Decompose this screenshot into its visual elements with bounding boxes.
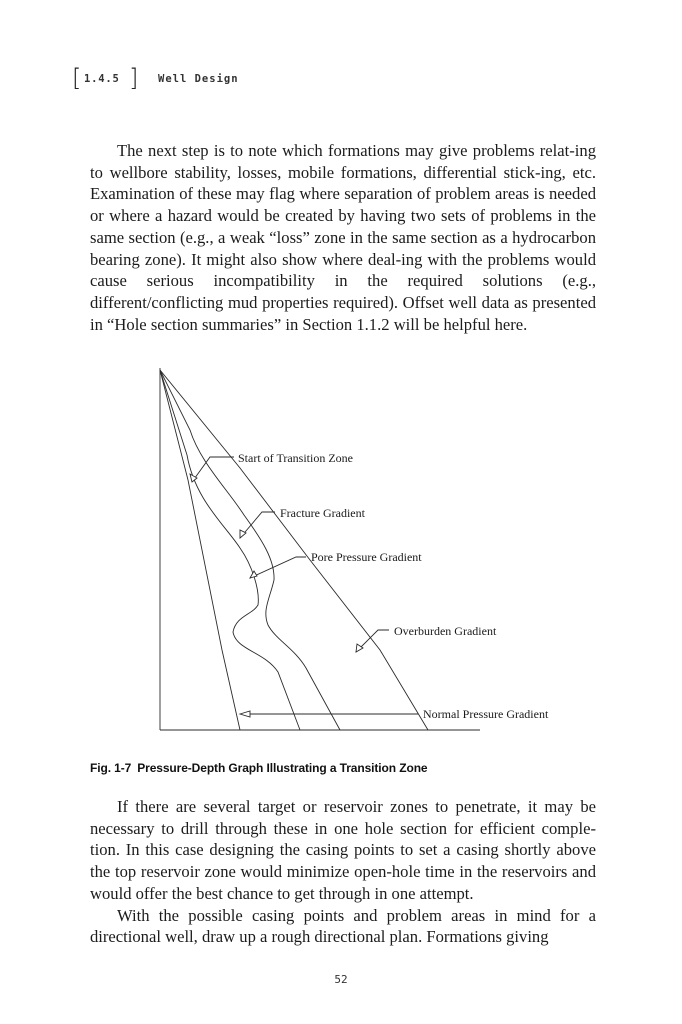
label-fracture-gradient: Fracture Gradient [280,506,365,520]
paragraph: With the possible casing points and problem areas in mind for a directional well, draw up a rough directional plan. Formations giving [90,905,596,947]
pore-pressure-gradient-line [160,370,300,730]
fracture-gradient-line [160,370,340,730]
label-normal-pressure-gradient: Normal Pressure Gradient [423,707,549,721]
arrowhead-fracture [240,530,246,538]
arrowhead-normal [240,711,250,717]
figure-caption [90,761,610,775]
header-title: Well Design [158,73,239,85]
leader-transition [192,457,234,482]
section-number: 1.4.5 [84,73,120,85]
figure-caption-text: Pressure-Depth Graph Illustrating a Transition Zone [137,761,428,775]
figure-number: Fig. 1-7 [90,761,132,775]
arrowhead-transition [190,474,197,482]
body-text-top [90,140,596,335]
paragraph: The next step is to note which formations may give problems relat-ing to wellbore stability, losses, mobile formations, differential stick-ing, etc. Examination of these may flag where separation of problem areas is needed or where a hazard would be created by having two sets of problems in the same section (e.g., a weak “loss” zone in the same section as a hydrocarbon bearing zone). It might also show where deal-ing with the problems would cause serious incompatibility in the required solutions (e.g., different/conflicting mud properties required). Offset well data as presented in “Hole section summaries” in Section 1.1.2 will be helpful here. [90,141,596,334]
arrowhead-overburden [356,644,363,652]
overburden-gradient-line [160,370,428,730]
body-text-bottom [90,796,596,948]
leader-pore [250,557,306,578]
header-bracket-open: [ [72,64,82,92]
label-pore-pressure-gradient: Pore Pressure Gradient [311,550,422,564]
label-overburden-gradient: Overburden Gradient [394,624,497,638]
normal-pressure-gradient-line [160,370,240,730]
paragraph: If there are several target or reservoir zones to penetrate, it may be necessary to drill through these in one hole section for efficient comple-tion. In this case designing the casing points to set a casing shortly above the top reservoir zone would minimize open-hole time in the reservoirs and would offer the best chance to get through in one attempt. [90,797,596,903]
leader-overburden [356,630,389,652]
label-start-of-transition-zone: Start of Transition Zone [238,451,354,465]
page-number: 52 [334,973,348,986]
leader-fracture [240,512,275,538]
arrowhead-pore [250,571,257,578]
header-bracket-close: ] [129,64,139,92]
